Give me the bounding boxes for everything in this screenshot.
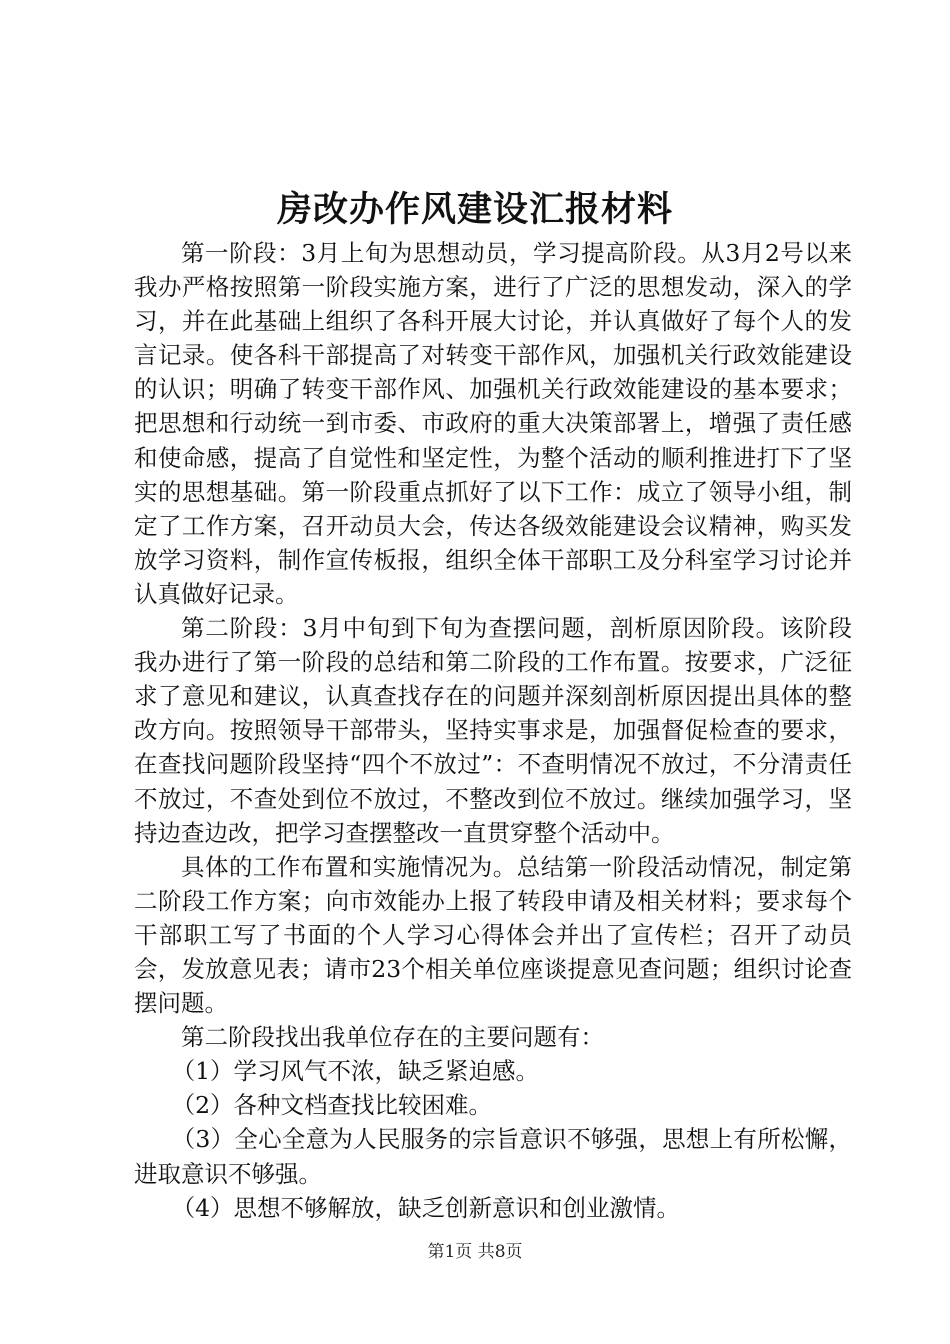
document-body xyxy=(134,236,852,1225)
page-number-footer: 第1页 共8页 xyxy=(427,1242,523,1262)
paragraph-problems-intro: 第二阶段找出我单位存在的主要问题有： xyxy=(181,1023,604,1052)
problem-item-4: （4）思想不够解放，缺乏创新意识和创业激情。 xyxy=(171,1193,681,1222)
problem-item-2: （2）各种文档查找比较困难。 xyxy=(171,1091,493,1120)
paragraph-stage-two: 第二阶段：3月中旬到下旬为查摆问题，剖析原因阶段。该阶段我办进行了第一阶段的总结和第二阶段的工作布置。按要求，广泛征求了意见和建议，认真查找存在的问题并深刻剖析原因提出具体的整改方向。按照领导干部带头，坚持实事求是，加强督促检查的要求，在查找问题阶段坚持“四个不放过”：不查明情况不放过，不分清责任不放过，不查处到位不放过，不整改到位不放过。继续加强学习，坚持边查边改，把学习查摆整改一直贯穿整个活动中。 xyxy=(134,614,852,847)
paragraph-stage-one: 第一阶段：3月上旬为思想动员，学习提高阶段。从3月2号以来我办严格按照第一阶段实施方案，进行了广泛的思想发动，深入的学习，并在此基础上组织了各科开展大讨论，并认真做好了每个人的发言记录。使各科干部提高了对转变干部作风，加强机关行政效能建设的认识；明确了转变干部作风、加强机关行政效能建设的基本要求；把思想和行动统一到市委、市政府的重大决策部署上，增强了责任感和使命感，提高了自觉性和坚定性，为整个活动的顺利推进打下了坚实的思想基础。第一阶段重点抓好了以下工作：成立了领导小组，制定了工作方案，召开动员大会，传达各级效能建设会议精神，购买发放学习资料，制作宣传板报，组织全体干部职工及分科室学习讨论并认真做好记录。 xyxy=(134,239,852,608)
document-title: 房改办作风建设汇报材料 xyxy=(276,189,673,230)
paragraph-work-arrangement: 具体的工作布置和实施情况为。总结第一阶段活动情况，制定第二阶段工作方案；向市效能办上报了转段申请及相关材料；要求每个干部职工写了书面的个人学习心得体会并出了宣传栏；召开了动员会，发放意见表；请市23个相关单位座谈提意见查问题；组织讨论查摆问题。 xyxy=(134,852,852,1018)
problem-item-1: （1）学习风气不浓，缺乏紧迫感。 xyxy=(171,1057,540,1086)
problem-item-3: （3）全心全意为人民服务的宗旨意识不够强，思想上有所松懈，进取意识不够强。 xyxy=(134,1125,852,1188)
